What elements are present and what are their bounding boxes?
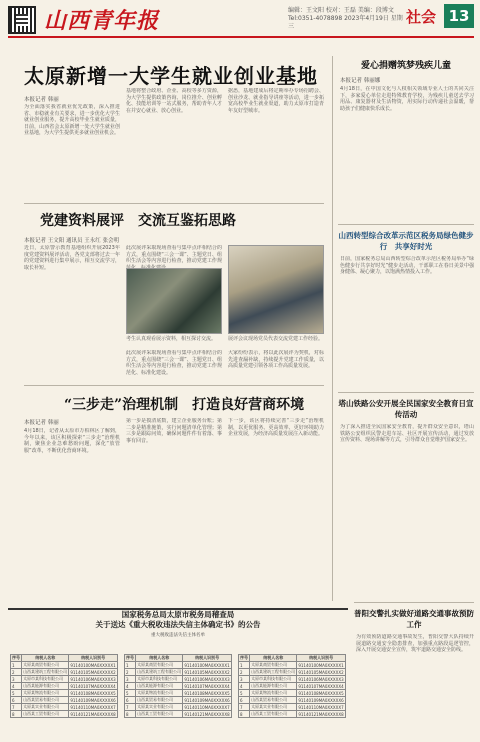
table-cell: 91140110MA0XXXXX7	[70, 704, 116, 710]
table-cell: 91140105MA0XXXXX2	[70, 669, 116, 675]
article2-photo1-caption: 考生认真观看展示资料，相互探讨交流。	[126, 336, 217, 342]
table-cell: 91140108MA0XXXXX5	[70, 690, 116, 696]
table-cell: 8	[11, 711, 22, 718]
edition-info: 编辑：王文阳 校对：王磊 美编：段博文 Tel:0351-4078898 2023年4月19日 星期三	[288, 7, 403, 30]
table-header-cell: 序号	[126, 655, 135, 660]
article1-col3: 据悉，基地建成后将定期举办专场招聘会、创业沙龙、就业指导讲座等活动，进一步拓宽高校毕业生就业渠道，助力太原市打造青年友好型城市。	[228, 88, 324, 114]
table-cell: 山西某建筑工程有限公司	[137, 669, 182, 674]
table-row	[125, 676, 232, 683]
table-cell: 2	[11, 669, 22, 676]
table-row	[11, 690, 118, 697]
notice-table-1	[10, 654, 118, 718]
table-cell: 91140100MA0XXXXX1	[70, 662, 116, 668]
table-cell: 7	[125, 704, 136, 711]
table-cell: 91140107MA0XXXXX4	[298, 683, 344, 689]
table-cell: 山西某贸易有限公司	[250, 697, 297, 704]
right-story4-text: 为有效预防道路交通事故发生，普阳交警大队持续开展道路交通安全隐患排查，加强重点路段巡逻管控，深入开展交通安全宣传，筑牢道路交通安全防线。	[356, 634, 474, 654]
table-cell: 8	[125, 711, 136, 718]
table-cell: 山西某能源有限公司	[136, 683, 183, 690]
table-row	[125, 669, 232, 676]
right-story1-byline: 本报记者 韩丽娜	[340, 78, 381, 84]
table-cell: 山西某贸易有限公司	[22, 697, 69, 704]
right-story2-headline: 山西转型综合改革示范区税务局绿色健步行 共享好时光	[338, 231, 474, 251]
table-row	[239, 683, 346, 690]
table-row	[239, 704, 346, 711]
table-cell: 91140108MA0XXXXX5	[298, 690, 344, 696]
table-cell: 山西某能源有限公司	[22, 683, 69, 690]
article1-col1: 为全面落实我省就业优先政策，深入推进省、市稳就业有关要求，进一步优化大学生就业创业服务，提升高校毕业生就业质量，日前，山西省会太原新增一处大学生就业创业基地，为大学生提供更多就业创业机会。	[24, 104, 120, 137]
table-row	[125, 690, 232, 697]
table-cell: 太原某物流有限公司	[136, 690, 183, 697]
table-row	[239, 669, 346, 676]
table-header-row	[239, 655, 346, 662]
table-header-row	[125, 655, 232, 662]
table-cell: 91140110MA0XXXXX7	[184, 704, 230, 710]
table-cell: 6	[11, 697, 22, 704]
table-cell: 91140106MA0XXXXX3	[70, 676, 116, 682]
table-cell: 91140100MA0XXXXX1	[184, 662, 230, 668]
table-row	[11, 662, 118, 669]
table-cell: 7	[239, 704, 250, 711]
divider	[338, 224, 474, 225]
article2-photo-2	[228, 245, 324, 334]
right-story3-text: 为了深入推进全民国家安全教育，提升群众安全意识，塔山铁路公安组织民警走进车站、社区开展宣传活动，通过发放宣传资料、现场讲解等方式，引导群众自觉维护国家安全。	[340, 424, 474, 444]
divider	[24, 385, 324, 386]
table-cell: 91140109MA0XXXXX6	[70, 697, 116, 703]
notice-title-2: 关于送达《重大税收违法失信主体确定书》的公告	[95, 620, 261, 629]
table-cell: 5	[11, 690, 22, 697]
table-cell: 91140105MA0XXXXX2	[298, 669, 344, 675]
column-divider	[332, 56, 333, 601]
table-header-cell: 纳税人识别号	[183, 655, 232, 662]
table-cell: 1	[125, 662, 136, 669]
table-header-row	[11, 655, 118, 662]
table-cell: 7	[11, 704, 22, 711]
table-header-cell: 纳税人识别号	[69, 655, 118, 662]
table-cell: 91140106MA0XXXXX3	[184, 676, 230, 682]
newspaper-logo: 山西青年报	[44, 8, 160, 34]
table-cell: 1	[11, 662, 22, 669]
table-cell: 2	[239, 669, 250, 676]
masthead	[8, 4, 474, 50]
table-cell: 91140121MA0XXXXX8	[184, 711, 230, 717]
page-number: 13	[444, 4, 474, 28]
notice-subtitle: 重大税收违法失信主体名单	[151, 633, 205, 638]
table-cell: 太原某实业有限公司	[22, 704, 69, 711]
masthead-divider	[8, 36, 474, 38]
table-header-cell: 纳税人识别号	[297, 655, 346, 662]
table-cell: 91140121MA0XXXXX8	[298, 711, 344, 717]
table-cell: 91140105MA0XXXXX2	[184, 669, 230, 675]
article3-headline: “三步走”治理机制 打造良好营商环境	[64, 397, 305, 413]
table-cell: 91140106MA0XXXXX3	[298, 676, 344, 682]
notice-table-2	[124, 654, 232, 718]
table-cell: 山西某工贸有限公司	[22, 711, 69, 718]
table-cell: 太原某物流有限公司	[250, 690, 297, 697]
article2-col2: 此次展评采取现场查看与集中点评相结合的方式，重点围绕“三会一课”、主题党日、组织生活会等内容进行检查，推动党建工作规	[126, 245, 222, 265]
divider	[338, 392, 474, 393]
table-cell: 3	[11, 676, 22, 683]
table-row	[125, 704, 232, 711]
section-name: 社会	[406, 8, 437, 26]
table-row	[239, 662, 346, 669]
table-cell: 6	[239, 697, 250, 704]
table-row	[11, 711, 118, 718]
table-cell: 太原某商贸有限公司	[22, 662, 69, 669]
article3-col2: 第一步是摸清底数，建立企业服务台账；第二步是精准施策，实行问题清单化管理；第三步是跟踪问效，确保问题件件有着落、事事有回音。	[126, 418, 222, 444]
table-row	[239, 690, 346, 697]
right-story1-headline: 爱心捐赠筑梦残疾儿童	[360, 61, 451, 71]
article3-col3: 下一步，该区将持续完善“三步走”治理机制，以更优服务、更高效率、更好环境助力企业发展，为经济高质量发展注入新动能。	[228, 418, 324, 438]
table-row	[11, 697, 118, 704]
article1-headline: 太原新增一大学生就业创业基地	[24, 64, 318, 88]
table-cell: 91140107MA0XXXXX4	[70, 683, 116, 689]
article2-col3: 大家纷纷表示，将以此次展评为契机，对标先进查漏补缺，持续提升党建工作质量，以高质量党建引领各项工作高质量发展。	[228, 350, 324, 370]
divider	[354, 602, 474, 603]
table-row	[239, 676, 346, 683]
notice-title-1: 国家税务总局太原市税务局稽查局	[121, 610, 235, 619]
table-row	[239, 711, 346, 718]
table-cell: 太原某实业有限公司	[250, 704, 297, 711]
qr-code-icon	[8, 6, 36, 34]
table-cell: 91140109MA0XXXXX6	[298, 697, 344, 703]
table-cell: 太原市某科技有限公司	[22, 676, 69, 683]
article3-byline: 本报记者 韩丽	[24, 420, 59, 426]
table-cell: 4	[239, 683, 250, 690]
table-cell: 太原市某科技有限公司	[136, 676, 183, 683]
table-cell: 太原某物流有限公司	[22, 690, 69, 697]
right-story2-text: 日前，国家税务总局山西转型综合改革示范区税务局举办“绿色健步行共享好时光”健步走活动，干部职工在春日美景中强身健体、凝心聚力，以饱满热情投入工作。	[340, 256, 474, 276]
table-row	[239, 697, 346, 704]
table-cell: 91140107MA0XXXXX4	[184, 683, 230, 689]
table-cell: 6	[125, 697, 136, 704]
table-cell: 3	[239, 676, 250, 683]
table-cell: 91140100MA0XXXXX1	[298, 662, 344, 668]
table-cell: 太原某商贸有限公司	[136, 662, 183, 669]
table-cell: 太原某实业有限公司	[136, 704, 183, 711]
table-cell: 山西某建筑工程有限公司	[251, 669, 296, 674]
right-story1-text: 4月18日，在中国文化与人权相关领域专业人士的共同关注下，多家爱心单位走进特殊教育学校，为残疾儿童送去学习用品、康复器材及生活物资，用实际行动传递社会温暖，帮助孩子们健康快乐成长。	[340, 86, 474, 112]
table-cell: 5	[239, 690, 250, 697]
table-cell: 91140108MA0XXXXX5	[184, 690, 230, 696]
table-cell: 山西某贸易有限公司	[136, 697, 183, 704]
table-header-cell: 序号	[240, 655, 249, 660]
table-cell: 山西某工贸有限公司	[250, 711, 297, 718]
article1-byline: 本报记者 韩丽	[24, 97, 59, 103]
tax-notice	[8, 608, 348, 738]
table-cell: 太原某商贸有限公司	[250, 662, 297, 669]
table-cell: 4	[11, 683, 22, 690]
table-cell: 山西某工贸有限公司	[136, 711, 183, 718]
table-row	[11, 676, 118, 683]
right-story3-headline: 塔山铁路公安开展全民国家安全教育日宣传活动	[338, 399, 474, 419]
table-row	[11, 704, 118, 711]
article1-col2: 基地将整合政府、企业、高校等多方资源，为大学生提供政策咨询、岗位推介、创业孵化、技能培训等一站式服务，帮助青年人才在并安心就业、放心创业。	[126, 88, 222, 114]
table-row	[125, 683, 232, 690]
table-cell: 91140110MA0XXXXX7	[298, 704, 344, 710]
table-cell: 3	[125, 676, 136, 683]
table-cell: 5	[125, 690, 136, 697]
article2-headline: 党建资料展评 交流互鉴拓思路	[40, 213, 236, 229]
table-row	[125, 662, 232, 669]
table-row	[11, 669, 118, 676]
article3-col1: 4月18日，记者从太原市万柏林区了解到，今年以来，该区积极探索“三步走”治理机制，聚焦企业急难愁盼问题，深化“放管服”改革，不断优化营商环境。	[24, 428, 120, 454]
article2-col1: 近日，太原警示教育基地组织开展2023年度党建资料展评活动，各党支部将过去一年的党建资料进行集中展示，相互交流学习，取长补短。	[24, 245, 120, 271]
table-header-cell: 纳税人名称	[22, 655, 69, 662]
table-cell: 2	[125, 669, 136, 676]
right-story4-headline: 普阳交警扎实做好道路交通事故预防工作	[354, 609, 474, 629]
article2-byline: 本报记者 王文阳 通讯员 王永红 张会明	[24, 238, 119, 244]
table-row	[125, 711, 232, 718]
table-header-cell: 序号	[12, 655, 21, 660]
table-row	[125, 697, 232, 704]
table-cell: 91140109MA0XXXXX6	[184, 697, 230, 703]
table-header-cell: 纳税人名称	[136, 655, 183, 662]
table-cell: 山西某能源有限公司	[250, 683, 297, 690]
article2-photo-1	[126, 268, 222, 334]
table-header-cell: 纳税人名称	[250, 655, 297, 662]
table-cell: 1	[239, 662, 250, 669]
article2-col2b: 此次展评采取现场查看与集中点评相结合的方式，重点围绕“三会一课”、主题党日、组织生活会等内容进行检查，推动党建工作规范化、标准化建设。	[126, 350, 222, 376]
table-cell: 91140121MA0XXXXX8	[70, 711, 116, 717]
article2-photo2-caption: 展评会议现场党员代表交流党建工作经验。	[228, 336, 324, 342]
divider	[24, 203, 324, 204]
table-row	[11, 683, 118, 690]
notice-table-3	[238, 654, 346, 718]
table-cell: 山西某建筑工程有限公司	[23, 669, 68, 674]
table-cell: 8	[239, 711, 250, 718]
table-cell: 4	[125, 683, 136, 690]
table-cell: 太原市某科技有限公司	[250, 676, 297, 683]
